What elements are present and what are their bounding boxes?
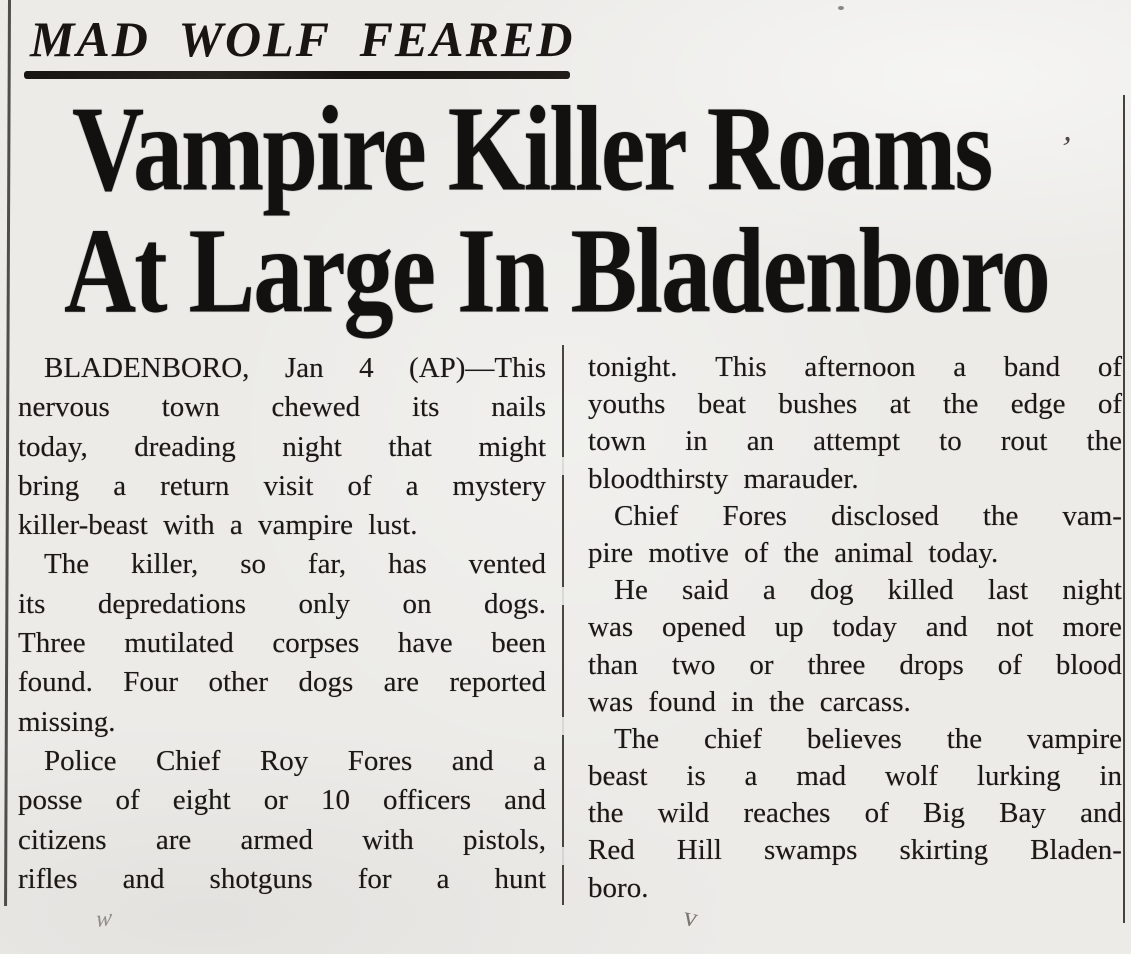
article-column-right	[588, 349, 1122, 907]
headline-line-2: At Large In Bladenboro	[64, 202, 1049, 339]
article-line: bloodthirsty marauder.	[588, 462, 859, 495]
headline-line-1: Vampire Killer Roams	[72, 80, 992, 217]
article-line: The chief believes the vampire	[614, 722, 1122, 755]
article-line: Chief Fores disclosed the vam-	[614, 499, 1122, 532]
article-line: bring a return visit of a mystery	[18, 469, 546, 502]
stray-ink-tick: ’	[1055, 129, 1072, 168]
smudge-mark-left: w	[95, 904, 113, 934]
article-line: rifles and shotguns for a hunt	[18, 862, 547, 895]
article-line: found. Four other dogs are reported	[18, 666, 547, 699]
article-line: killer-beast with a vampire lust.	[18, 509, 418, 542]
article-line: pire motive of the animal today.	[588, 536, 999, 569]
article-line: Three mutilated corpses have been	[18, 627, 547, 660]
article-line: was found in the carcass.	[588, 685, 911, 718]
article-line: town in an attempt to rout the	[588, 425, 1122, 458]
article-line: The killer, so far, has vented	[44, 548, 546, 581]
kicker-headline: MAD WOLF FEARED	[30, 11, 575, 67]
article-line: He said a dog killed last night	[614, 574, 1122, 607]
article-line: youths beat bushes at the edge of	[588, 388, 1122, 421]
article-line: was opened up today and not more	[588, 611, 1122, 644]
article-line: tonight. This afternoon a band of	[588, 351, 1122, 383]
smudge-mark-right: v	[681, 900, 701, 934]
kicker-underline-rule	[24, 71, 570, 79]
article-line: the wild reaches of Big Bay and	[588, 797, 1122, 830]
article-line: than two or three drops of blood	[588, 648, 1122, 681]
left-border-rule	[4, 0, 11, 906]
ink-speck	[838, 6, 844, 10]
article-line: BLADENBORO, Jan 4 (AP)—This	[44, 352, 546, 384]
article-line: citizens are armed with pistols,	[18, 823, 547, 856]
article-line: today, dreading night that might	[18, 430, 546, 463]
article-line: its depredations only on dogs.	[18, 587, 546, 620]
article-column-left	[18, 349, 546, 907]
article-line: Red Hill swamps skirting Bladen-	[588, 834, 1122, 867]
article-line: boro.	[588, 871, 649, 904]
article-line: Police Chief Roy Fores and a	[44, 744, 546, 777]
column-divider-rule	[562, 345, 564, 905]
article-line: beast is a mad wolf lurking in	[588, 760, 1122, 793]
right-border-rule	[1123, 95, 1125, 923]
article-line: nervous town chewed its nails	[18, 391, 547, 424]
article-line: posse of eight or 10 officers and	[18, 784, 546, 817]
article-body	[18, 349, 1122, 907]
article-line: missing.	[18, 705, 116, 738]
